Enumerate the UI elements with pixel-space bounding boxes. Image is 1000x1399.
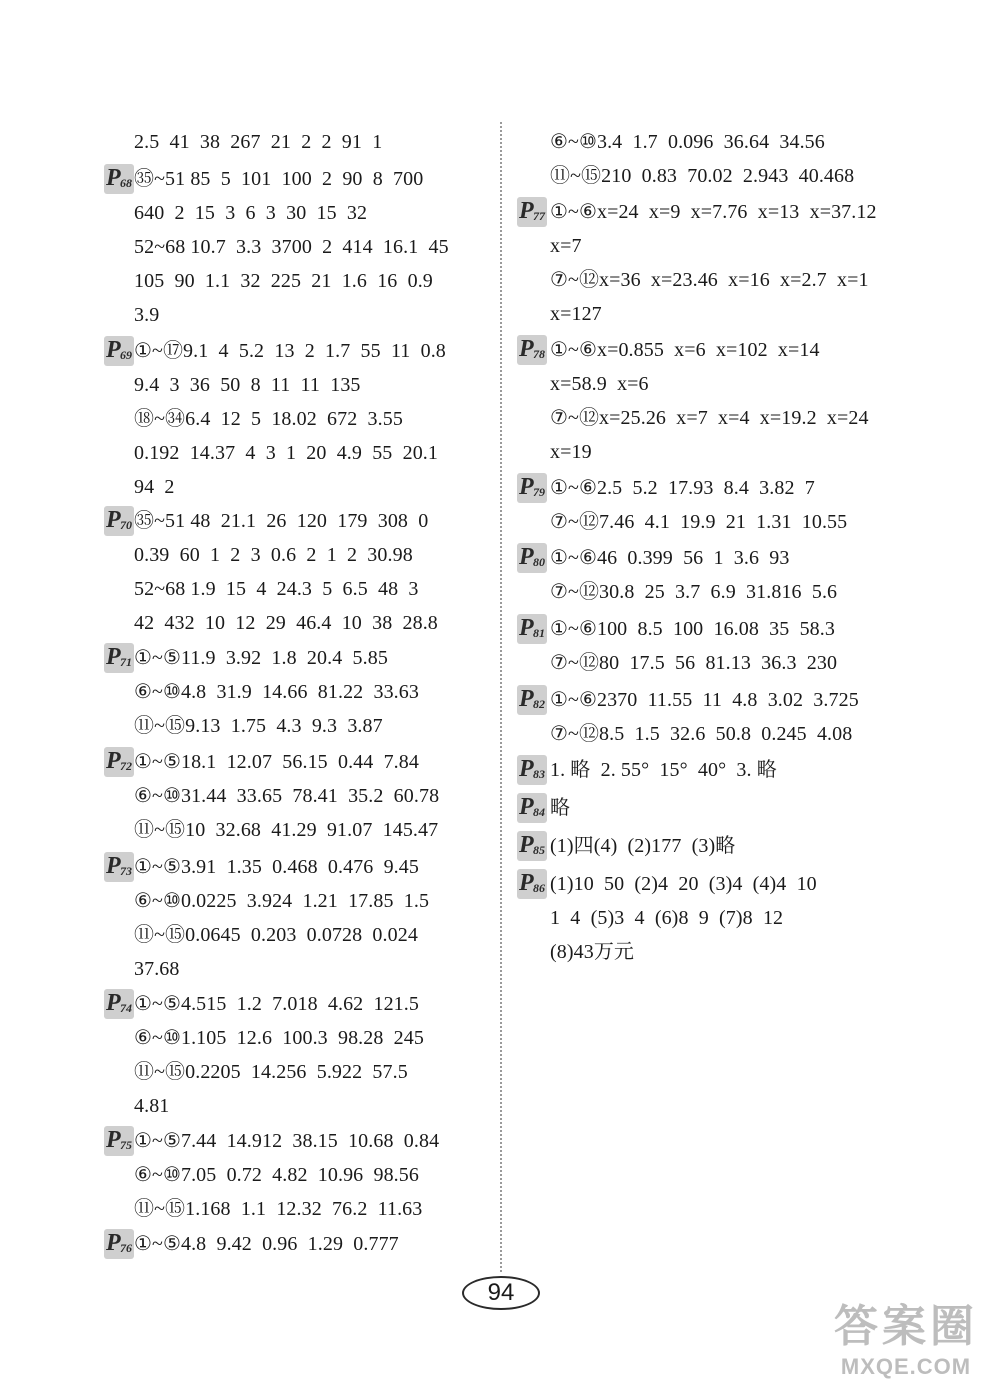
page-ref-number: 80 bbox=[533, 555, 545, 569]
page-ref-number: 69 bbox=[120, 348, 132, 362]
page-ref-letter: P bbox=[519, 870, 534, 896]
answer-line: ⑪~⑮1.168 1.1 12.32 76.2 11.63 bbox=[134, 1198, 423, 1220]
answer-line: ①~⑤4.515 1.2 7.018 4.62 121.5 bbox=[134, 993, 419, 1015]
answer-line: ⑪~⑮9.13 1.75 4.3 9.3 3.87 bbox=[134, 715, 383, 737]
page-ref-letter: P bbox=[106, 1230, 121, 1256]
answer-line: 9.4 3 36 50 8 11 11 135 bbox=[134, 374, 361, 396]
answer-line: ⑥~⑩0.0225 3.924 1.21 17.85 1.5 bbox=[134, 890, 430, 912]
page-ref-icon bbox=[104, 164, 134, 194]
answer-line: ㉟~51 48 21.1 26 120 179 308 0 bbox=[134, 510, 429, 532]
answer-line: 略 bbox=[550, 797, 571, 819]
answer-line: ①~⑤7.44 14.912 38.15 10.68 0.84 bbox=[134, 1130, 440, 1152]
watermark-line1: 答案圈 bbox=[834, 1302, 978, 1351]
answer-line: ①~⑥2370 11.55 11 4.8 3.02 3.725 bbox=[550, 689, 859, 711]
page-ref-icon bbox=[517, 473, 547, 503]
answer-line: x=19 bbox=[550, 441, 592, 463]
answer-line: x=127 bbox=[550, 303, 602, 325]
page-ref-icon bbox=[517, 685, 547, 715]
answer-line: ①~⑤11.9 3.92 1.8 20.4 5.85 bbox=[134, 647, 388, 669]
page-ref-number: 68 bbox=[120, 176, 132, 190]
answer-line: ⑪~⑮210 0.83 70.02 2.943 40.468 bbox=[550, 165, 855, 187]
answer-line: ①~⑥2.5 5.2 17.93 8.4 3.82 7 bbox=[550, 477, 815, 499]
page-ref-number: 84 bbox=[533, 805, 545, 819]
page-ref-number: 81 bbox=[533, 626, 545, 640]
page-ref-icon bbox=[104, 643, 134, 673]
page-ref-letter: P bbox=[519, 336, 534, 362]
page-ref-icon bbox=[517, 793, 547, 823]
page-ref-letter: P bbox=[106, 644, 121, 670]
answer-line: 94 2 bbox=[134, 476, 175, 498]
answer-line: ①~⑤18.1 12.07 56.15 0.44 7.84 bbox=[134, 751, 419, 773]
answer-line: ①~⑥x=0.855 x=6 x=102 x=14 bbox=[550, 339, 820, 361]
page-ref-letter: P bbox=[106, 1127, 121, 1153]
answer-line: x=7 bbox=[550, 235, 582, 257]
answer-line: ⑦~⑫80 17.5 56 81.13 36.3 230 bbox=[550, 652, 838, 674]
answer-line: 52~68 1.9 15 4 24.3 5 6.5 48 3 bbox=[134, 578, 419, 600]
page-ref-number: 77 bbox=[533, 209, 545, 223]
answer-line: ⑥~⑩4.8 31.9 14.66 81.22 33.63 bbox=[134, 681, 419, 703]
page-ref-number: 74 bbox=[120, 1001, 132, 1015]
page-ref-letter: P bbox=[106, 165, 121, 191]
answer-line: 0.192 14.37 4 3 1 20 4.9 55 20.1 bbox=[134, 442, 438, 464]
page-ref-number: 75 bbox=[120, 1138, 132, 1152]
answer-line: ⑪~⑮0.0645 0.203 0.0728 0.024 bbox=[134, 924, 418, 946]
page-ref-icon bbox=[104, 747, 134, 777]
page-ref-letter: P bbox=[519, 686, 534, 712]
answer-line: 105 90 1.1 32 225 21 1.6 16 0.9 bbox=[134, 270, 433, 292]
answer-line: ①~⑥x=24 x=9 x=7.76 x=13 x=37.12 bbox=[550, 201, 877, 223]
page-ref-icon bbox=[104, 989, 134, 1019]
page-ref-icon bbox=[517, 335, 547, 365]
answer-line: 42 432 10 12 29 46.4 10 38 28.8 bbox=[134, 612, 438, 634]
page-ref-icon bbox=[517, 543, 547, 573]
answer-line: 52~68 10.7 3.3 3700 2 414 16.1 45 bbox=[134, 236, 449, 258]
answer-line: 37.68 bbox=[134, 958, 180, 980]
answer-line: ①~⑥46 0.399 56 1 3.6 93 bbox=[550, 547, 790, 569]
page-ref-number: 73 bbox=[120, 864, 132, 878]
page-ref-letter: P bbox=[106, 507, 121, 533]
answer-line: ⑥~⑩1.105 12.6 100.3 98.28 245 bbox=[134, 1027, 424, 1049]
answer-line: (8)43万元 bbox=[550, 941, 635, 963]
page-ref-icon bbox=[104, 1126, 134, 1156]
watermark-logo bbox=[818, 1300, 994, 1394]
answer-line: 1 4 (5)3 4 (6)8 9 (7)8 12 bbox=[550, 907, 784, 929]
answer-line: ⑱~㉞6.4 12 5 18.02 672 3.55 bbox=[134, 408, 403, 430]
answer-line: x=58.9 x=6 bbox=[550, 373, 649, 395]
page-ref-number: 76 bbox=[120, 1241, 132, 1255]
answer-line: 2.5 41 38 267 21 2 2 91 1 bbox=[134, 131, 383, 153]
page-ref-number: 82 bbox=[533, 697, 545, 711]
page-ref-number: 85 bbox=[533, 843, 545, 857]
watermark-line2: MXQE.COM bbox=[840, 1354, 972, 1379]
page-ref-icon bbox=[104, 1229, 134, 1259]
answer-line: (1)四(4) (2)177 (3)略 bbox=[550, 835, 736, 857]
answer-line: 0.39 60 1 2 3 0.6 2 1 2 30.98 bbox=[134, 544, 413, 566]
answer-line: 4.81 bbox=[134, 1095, 170, 1117]
page-ref-icon bbox=[517, 831, 547, 861]
page-ref-icon bbox=[104, 506, 134, 536]
page-ref-letter: P bbox=[519, 474, 534, 500]
page-ref-number: 70 bbox=[120, 518, 132, 532]
answer-line: ⑥~⑩7.05 0.72 4.82 10.96 98.56 bbox=[134, 1164, 419, 1186]
page-ref-letter: P bbox=[106, 853, 121, 879]
page-ref-icon bbox=[517, 755, 547, 785]
page-ref-number: 86 bbox=[533, 881, 545, 895]
answer-line: ⑦~⑫x=25.26 x=7 x=4 x=19.2 x=24 bbox=[550, 407, 869, 429]
page-ref-letter: P bbox=[519, 198, 534, 224]
answer-line: (1)10 50 (2)4 20 (3)4 (4)4 10 bbox=[550, 873, 817, 895]
answer-line: 3.9 bbox=[134, 304, 160, 326]
answer-line: ①~⑤4.8 9.42 0.96 1.29 0.777 bbox=[134, 1233, 399, 1255]
page-ref-letter: P bbox=[106, 990, 121, 1016]
answer-line: ⑪~⑮0.2205 14.256 5.922 57.5 bbox=[134, 1061, 408, 1083]
answer-line: ⑥~⑩3.4 1.7 0.096 36.64 34.56 bbox=[550, 131, 825, 153]
answer-line: ㉟~51 85 5 101 100 2 90 8 700 bbox=[134, 168, 424, 190]
page-ref-letter: P bbox=[106, 748, 121, 774]
answer-line: 640 2 15 3 6 3 30 15 32 bbox=[134, 202, 368, 224]
page-ref-number: 79 bbox=[533, 485, 545, 499]
page-ref-number: 72 bbox=[120, 759, 132, 773]
page-ref-icon bbox=[104, 336, 134, 366]
answer-line: ⑥~⑩31.44 33.65 78.41 35.2 60.78 bbox=[134, 785, 440, 807]
answer-line: ①~⑥100 8.5 100 16.08 35 58.3 bbox=[550, 618, 835, 640]
page-ref-icon bbox=[517, 869, 547, 899]
answer-line: ⑪~⑮10 32.68 41.29 91.07 145.47 bbox=[134, 819, 439, 841]
page-ref-icon bbox=[104, 852, 134, 882]
answer-line: ⑦~⑫7.46 4.1 19.9 21 1.31 10.55 bbox=[550, 511, 848, 533]
page-number: 94 bbox=[462, 1276, 540, 1310]
answer-line: ⑦~⑫8.5 1.5 32.6 50.8 0.245 4.08 bbox=[550, 723, 853, 745]
page-ref-letter: P bbox=[519, 615, 534, 641]
answer-line: ①~⑤3.91 1.35 0.468 0.476 9.45 bbox=[134, 856, 419, 878]
page-ref-number: 78 bbox=[533, 347, 545, 361]
answer-line: ⑦~⑫30.8 25 3.7 6.9 31.816 5.6 bbox=[550, 581, 838, 603]
answer-line: ⑦~⑫x=36 x=23.46 x=16 x=2.7 x=1 bbox=[550, 269, 869, 291]
page-ref-letter: P bbox=[519, 544, 534, 570]
page-ref-letter: P bbox=[519, 832, 534, 858]
answer-line: ①~⑰9.1 4 5.2 13 2 1.7 55 11 0.8 bbox=[134, 340, 446, 362]
page-ref-letter: P bbox=[519, 756, 534, 782]
page-ref-number: 83 bbox=[533, 767, 545, 781]
page-ref-number: 71 bbox=[120, 655, 132, 669]
page-ref-icon bbox=[517, 197, 547, 227]
page-ref-letter: P bbox=[519, 794, 534, 820]
answer-line: 1. 略 2. 55° 15° 40° 3. 略 bbox=[550, 759, 777, 781]
column-divider bbox=[500, 122, 502, 1272]
page-ref-letter: P bbox=[106, 337, 121, 363]
page-ref-icon bbox=[517, 614, 547, 644]
